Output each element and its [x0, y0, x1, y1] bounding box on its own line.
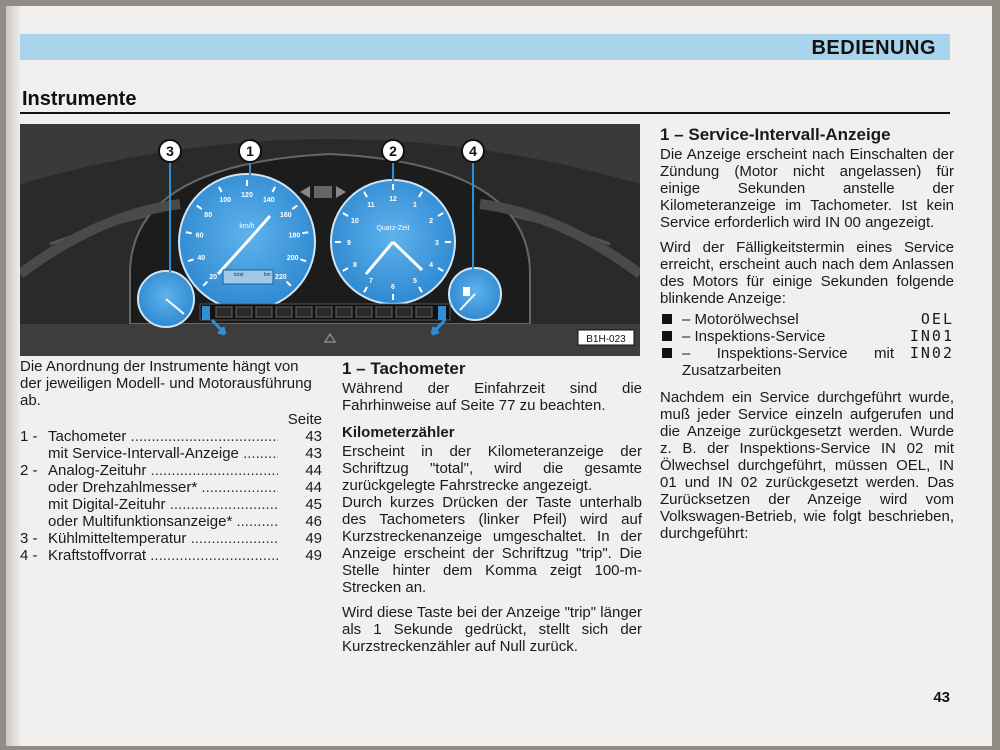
callout-2 [382, 140, 404, 162]
toc-label: Kühlmitteltemperatur ..... [48, 530, 298, 547]
tachometer-heading: 1 – Tachometer [342, 359, 466, 378]
gauge-tick-label: 12 [389, 196, 397, 203]
callout-4 [462, 140, 484, 162]
service-heading: 1 – Service-Intervall-Anzeige [660, 125, 891, 144]
warning-light [336, 307, 352, 317]
odo-total-label: total [234, 272, 244, 278]
display-code: OEL [920, 310, 954, 328]
callout-1 [239, 140, 261, 162]
table-row [20, 462, 322, 479]
svg-text:3: 3 [166, 143, 174, 159]
toc-page-header: Seite [287, 411, 322, 428]
gauge-tick-label: 100 [219, 197, 232, 205]
tachometer-paragraph: Während der Einfahrzeit sind die Fahrhinweise auf Seite 77 zu beachten. [342, 380, 642, 414]
page-number: 43 [933, 689, 950, 706]
bullet-square-icon [662, 348, 672, 358]
toc-number: 4 - [20, 547, 38, 564]
toc-page: 44 [305, 462, 322, 479]
gauge-tick-label: 9 [347, 240, 351, 247]
gauge-tick-mark [302, 232, 308, 233]
gauge-tick-label: 6 [391, 284, 395, 291]
warning-light [416, 307, 432, 317]
odometer-paragraph-2: Durch kurzes Drücken der Taste unterhalb des Tachometers (linker Pfeil) wird auf Kurzstreckenanzeige umgeschaltet. In der Anzeige erscheint der Schriftzug "trip". Die Stelle hinter dem Komma zeigt 100-m-Strecken an. [342, 494, 642, 596]
left-column [20, 358, 322, 564]
odometer-paragraph-3: Wird diese Taste bei der Anzeige "trip" länger als 1 Sekunde gedrückt, stellt sich der Kurzstreckenzähler auf Null zurück. [342, 604, 642, 655]
toc-number: 1 - [20, 428, 38, 445]
table-row [20, 428, 322, 445]
toc-number [20, 513, 48, 530]
gauge-tick-label: 140 [262, 197, 275, 205]
gauge-tick-mark [186, 232, 192, 233]
toc-page: 49 [305, 530, 322, 547]
table-row [20, 547, 322, 564]
manual-page [6, 6, 992, 746]
gauge-tick-label: 160 [279, 211, 292, 219]
page-title: Instrumente [22, 88, 137, 110]
warning-light [396, 307, 412, 317]
middle-column [342, 360, 642, 655]
coolant-gauge [138, 271, 194, 327]
warning-light [276, 307, 292, 317]
toc-page: 43 [305, 445, 322, 462]
gauge-tick-label: 180 [288, 232, 301, 240]
toc-label: oder Multifunktionsanzeige* ..... [48, 513, 298, 530]
page-gutter [6, 6, 20, 746]
right-column [660, 126, 954, 542]
section-title: BEDIENUNG [811, 37, 936, 59]
odo-km-label: km [264, 272, 271, 278]
toc-page: 43 [305, 428, 322, 445]
bullet-square-icon [662, 331, 672, 341]
gauge-tick-label: 7 [369, 278, 373, 286]
toc-label: Tachometer ..... [48, 428, 298, 445]
toc-label: mit Service-Intervall-Anzeige ..... [48, 445, 298, 462]
toc-number: 3 - [20, 530, 38, 547]
gauge-tick-label: 60 [195, 232, 204, 240]
display-code: IN01 [909, 327, 954, 345]
table-row [20, 513, 322, 530]
warning-light [216, 307, 232, 317]
toc-label: Analog-Zeituhr ..... [48, 462, 298, 479]
gauge-tick-label: 20 [209, 273, 217, 281]
speedo-unit: km/h [239, 223, 255, 230]
instrument-cluster-photo [20, 124, 640, 356]
callout-3 [159, 140, 181, 162]
odometer-heading: Kilometerzähler [342, 424, 455, 441]
gauge-tick-label: 220 [275, 273, 287, 281]
gauge-tick-label: 3 [435, 240, 439, 247]
table-row [20, 445, 322, 462]
table-row [20, 496, 322, 513]
gauge-tick-label: 1 [413, 201, 417, 209]
clock-gauge [331, 180, 455, 304]
odometer-paragraph-1: Erscheint in der Kilometeranzeige der Schriftzug "total", wird die gesamte zurückgelegte Fahrstrecke angezeigt. [342, 443, 642, 494]
gauge-tick-label: 120 [241, 192, 253, 199]
fuel-gauge [449, 268, 501, 320]
toc-number: 2 - [20, 462, 38, 479]
warning-light [236, 307, 252, 317]
clock-label: Quarz-Zeit [376, 225, 410, 232]
toc-label: Kraftstoffvorrat ..... [48, 547, 298, 564]
intro-text: Die Anordnung der Instrumente hängt von der jeweiligen Modell- und Motorausführung ab. [20, 358, 312, 409]
toc-number [20, 445, 48, 462]
toc-label: oder Drehzahlmesser* ..... [48, 479, 298, 496]
service-paragraph-1: Die Anzeige erscheint nach Einschalten der Zündung (Motor nicht angelassen) für einige Sekunden anstelle der Kilometeranzeige im Tachometer. Ist kein Service erforderlich wird IN 00 angezeigt. [660, 146, 954, 231]
gauge-tick-label: 40 [197, 254, 206, 262]
gauge-tick-label: 5 [413, 278, 417, 286]
gauge-tick-label: 4 [429, 262, 434, 269]
warning-light [356, 307, 372, 317]
gauge-tick-label: 2 [429, 218, 434, 225]
svg-text:1: 1 [246, 143, 254, 159]
warning-light [256, 307, 272, 317]
toc-number [20, 496, 48, 513]
list-item: – Inspektions-Service mit Zusatzarbeiten IN02 [660, 345, 954, 379]
display-code: IN02 [909, 344, 954, 362]
trip-button [202, 306, 210, 320]
gauge-tick-label: 80 [204, 211, 213, 219]
warning-light-strip [200, 304, 450, 320]
warning-light [296, 307, 312, 317]
toc-page: 44 [305, 479, 322, 496]
warning-light [316, 307, 332, 317]
figure-code: B1H-023 [586, 334, 626, 345]
speedometer-gauge [179, 174, 315, 310]
gauge-tick-label: 10 [351, 218, 359, 225]
service-paragraph-3: Nachdem ein Service durchgeführt wurde, muß jeder Service einzeln aufgerufen und die Anzeige zurückgesetzt werden. Wurde z. B. der Inspektions-Service IN 02 mit Ölwechsel durchgeführt, müssen OEL, IN 01 und IN 02 zurückgesetzt werden. Das Zurücksetzen der Anzeige wird vom Volkswagen-Betrieb, wie folgt beschrieben, durchgeführt: [660, 389, 954, 542]
svg-text:2: 2 [389, 143, 397, 159]
toc-page: 49 [305, 547, 322, 564]
toc-label: mit Digital-Zeituhr ..... [48, 496, 298, 513]
toc-page: 46 [305, 513, 322, 530]
warning-light [376, 307, 392, 317]
contents-table [20, 428, 322, 564]
gauge-tick-label: 200 [286, 254, 299, 262]
bullet-square-icon [662, 314, 672, 324]
list-item: – Inspektions-Service IN01 [660, 328, 954, 345]
gauge-tick-label: 8 [352, 262, 357, 269]
svg-text:4: 4 [469, 143, 477, 159]
table-row [20, 479, 322, 496]
table-row [20, 530, 322, 547]
title-rule [20, 112, 950, 114]
list-item: – Motorölwechsel OEL [660, 311, 954, 328]
reset-button [438, 306, 446, 320]
gauge-tick-label: 11 [367, 201, 375, 209]
service-paragraph-2: Wird der Fälligkeitstermin eines Service erreicht, erscheint auch nach dem Anlassen des Motors für einige Sekunden folgende blinkende Anzeige: [660, 239, 954, 307]
toc-page: 45 [305, 496, 322, 513]
toc-number [20, 479, 48, 496]
service-indicator-list [660, 311, 954, 379]
